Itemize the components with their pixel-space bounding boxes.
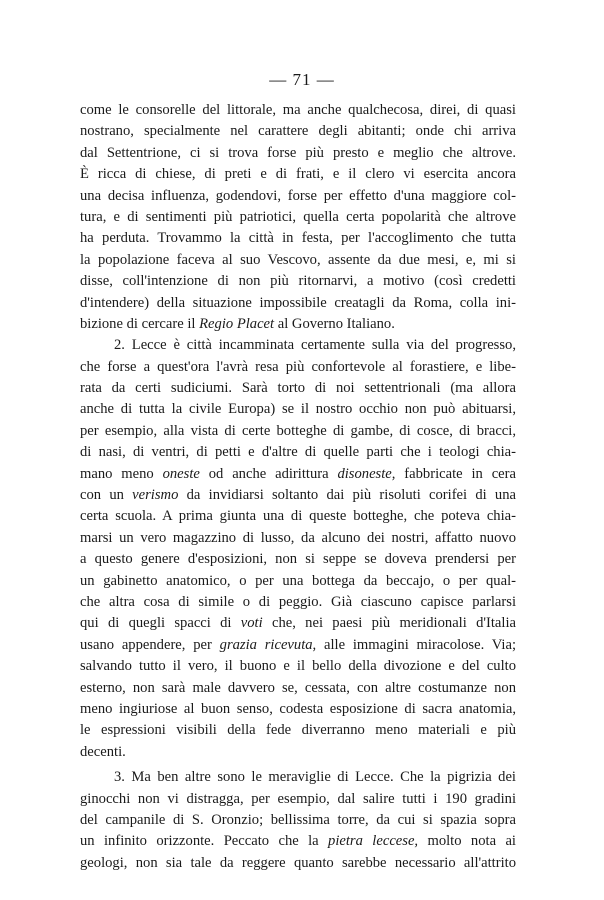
italic-text: oneste xyxy=(162,465,200,482)
text-line: che altra cosa di simile o di peggio. Già ciascuno capisce parlarsi xyxy=(80,593,516,610)
italic-text: voti xyxy=(240,615,263,632)
text-line: rata da certi sudiciumi. Sarà torto di noi settentrionali (ma allora xyxy=(80,380,516,397)
text-line: che forse a quest'ora l'avrà resa più confortevole al forastiere, e libe- xyxy=(80,358,516,375)
text-line: le espressioni visibili della fede diverranno meno materiali e più xyxy=(80,722,516,739)
text-line: dal Settentrione, ci si trova forse più presto e meglio che altrove. xyxy=(80,144,516,161)
text-line: d'intendere) della situazione impossibile creatagli da Roma, colla ini- xyxy=(80,294,516,311)
text-line: ginocchi non vi distragga, per esempio, dal salire tutti i 190 gradini xyxy=(80,790,516,807)
text-line: disse, coll'intenzione di non più ritornarvi, a motivo (così credetti xyxy=(80,273,516,290)
text-line: a questo genere d'esposizioni, non si seppe se doveva prendersi per xyxy=(80,551,516,568)
text-line xyxy=(80,635,516,656)
text-run: con un xyxy=(80,487,133,504)
text-line: del campanile di S. Oronzio; bellissima torre, da cui si spazia sopra xyxy=(80,811,516,828)
text-run: alle immagini miracolose. Via; xyxy=(316,636,516,653)
paragraph-2 xyxy=(80,335,516,763)
text-run: da invidiarsi soltanto dai più risoluti corifei di una xyxy=(178,487,516,504)
italic-text: disoneste, xyxy=(337,465,396,482)
text-line: ha perduta. Trovammo la città in festa, per l'accoglimento che tutta xyxy=(80,230,516,247)
body-text xyxy=(80,100,516,874)
page-number: — 71 — xyxy=(269,70,335,89)
text-line: esterno, non sarà male davvero se, cessata, con altre costumanze non xyxy=(80,679,516,696)
paragraph-1 xyxy=(80,100,516,335)
text-line: di nasi, di ventri, di petti e d'altre di quelle parti che i teologi chia- xyxy=(80,444,516,461)
text-run: molto nota ai xyxy=(418,833,516,850)
italic-text: verismo xyxy=(132,487,179,504)
text-line: 2. Lecce è città incamminata certamente sulla via del progresso, xyxy=(114,337,516,354)
italic-text: Regio Placet xyxy=(199,315,275,332)
text-line xyxy=(80,613,516,634)
text-line xyxy=(80,464,516,485)
text-line: anche di tutta la civile Europa) se il nostro occhio non può abituarsi, xyxy=(80,401,516,418)
italic-text: pietra leccese, xyxy=(328,833,419,850)
text-line: la popolazione faceva al suo Vescovo, assente da due mesi, e, mi si xyxy=(80,251,516,268)
text-run: che, nei paesi più meridionali d'Italia xyxy=(262,615,516,632)
text-line xyxy=(80,314,516,335)
text-run: mano meno xyxy=(80,465,163,482)
text-line: tura, e di sentimenti più patriotici, quella certa popolarità che altrove xyxy=(80,208,516,225)
text-line: nostrano, specialmente nel carattere degli abitanti; onde chi arriva xyxy=(80,123,516,140)
text-line: marsi un vero magazzino di lusso, da alcuno dei nostri, affatto nuovo xyxy=(80,529,516,546)
text-line: una decisa influenza, godendovi, forse per effetto d'una maggiore col- xyxy=(80,187,516,204)
text-line: come le consorelle del littorale, ma anche qualchecosa, direi, di quasi xyxy=(80,102,516,118)
text-run: bizione di cercare il xyxy=(80,315,200,332)
text-line: È ricca di chiese, di preti e di frati, e il clero vi esercita ancora xyxy=(80,166,516,183)
text-line: un gabinetto anatomico, o per una bottega da beccajo, o per qual- xyxy=(80,572,516,589)
text-line xyxy=(80,831,516,852)
text-run: un infinito orizzonte. Peccato che la xyxy=(80,833,329,850)
text-run: qui di quegli spacci di xyxy=(80,615,241,632)
text-line: 3. Ma ben altre sono le meraviglie di Lecce. Che la pigrizia dei xyxy=(114,769,516,786)
text-line xyxy=(80,485,516,506)
text-line: meno ingiuriose al buon senso, codesta esposizione di sacra anatomia, xyxy=(80,700,516,717)
text-run: od anche adirittura xyxy=(199,465,338,482)
text-line: decenti. xyxy=(80,743,126,760)
text-run: fabbricate in cera xyxy=(395,465,516,482)
text-run: usano appendere, per xyxy=(80,636,220,653)
text-line: per esempio, alla vista di certe botteghe di gambe, di cosce, di bracci, xyxy=(80,422,516,439)
italic-text: grazia ricevuta, xyxy=(219,636,317,653)
text-line: geologi, non sia tale da reggere quanto sarebbe necessario all'attrito xyxy=(80,854,516,871)
paragraph-3 xyxy=(80,767,516,874)
text-run: al Governo Italiano. xyxy=(274,315,395,332)
text-line: certa scuola. A prima giunta una di queste botteghe, che poteva chia- xyxy=(80,508,516,525)
text-line: salvando tutto il vero, il buono e il bello della divozione e del culto xyxy=(80,658,516,675)
